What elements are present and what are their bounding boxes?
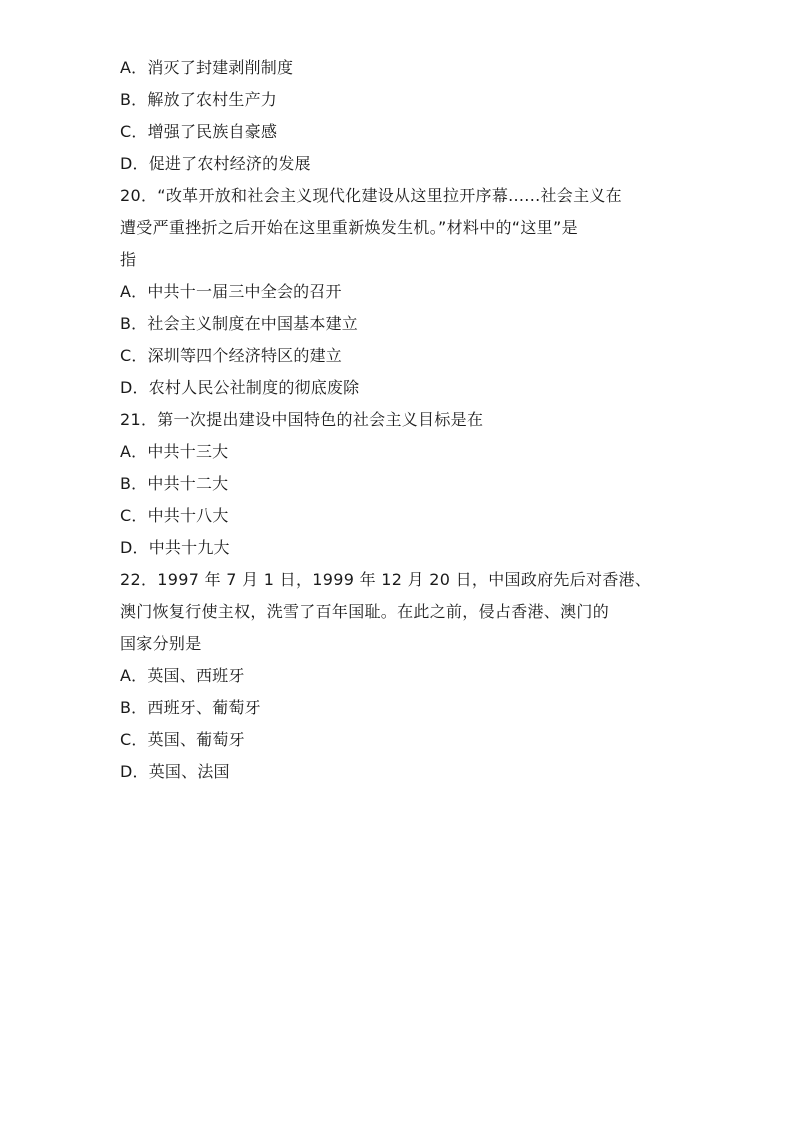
q20-option-a: A．中共十一届三中全会的召开 [120, 282, 342, 301]
q22-option-a: A．英国、西班牙 [120, 666, 245, 685]
q20-stem-line-1: 20．“改革开放和社会主义现代化建设从这里拉开序幕......社会主义在 [120, 186, 622, 205]
q21-option-a: A．中共十三大 [120, 442, 229, 461]
q20-option-d: D．农村人民公社制度的彻底废除 [120, 378, 360, 397]
q19-option-c: C．增强了民族自豪感 [120, 122, 278, 141]
q22-stem-line-2: 澳门恢复行使主权，洗雪了百年国耻。在此之前，侵占香港、澳门的 [120, 602, 610, 621]
q22-stem-line-3: 国家分别是 [120, 634, 202, 653]
q21-stem-line-1: 21．第一次提出建设中国特色的社会主义目标是在 [120, 410, 484, 429]
q20-stem-line-3: 指 [120, 250, 137, 269]
q22-option-b: B．西班牙、葡萄牙 [120, 698, 261, 717]
exam-page [120, 52, 680, 788]
question-19 [120, 52, 680, 180]
q20-option-b: B．社会主义制度在中国基本建立 [120, 314, 358, 333]
q21-option-d: D．中共十九大 [120, 538, 230, 557]
q22-option-c: C．英国、葡萄牙 [120, 730, 245, 749]
q20-stem-line-2: 遭受严重挫折之后开始在这里重新焕发生机。”材料中的“这里”是 [120, 218, 578, 237]
q21-option-b: B．中共十二大 [120, 474, 229, 493]
q19-option-b: B．解放了农村生产力 [120, 90, 277, 109]
q22-option-d: D．英国、法国 [120, 762, 230, 781]
q22-stem-line-1: 22．1997 年 7 月 1 日，1999 年 12 月 20 日，中国政府先后对香港、 [120, 570, 652, 589]
q20-option-c: C．深圳等四个经济特区的建立 [120, 346, 342, 365]
q21-option-c: C．中共十八大 [120, 506, 229, 525]
question-22 [120, 564, 680, 788]
q19-option-d: D．促进了农村经济的发展 [120, 154, 311, 173]
question-21 [120, 404, 680, 564]
question-20 [120, 180, 680, 404]
q19-option-a: A．消灭了封建剥削制度 [120, 58, 294, 77]
